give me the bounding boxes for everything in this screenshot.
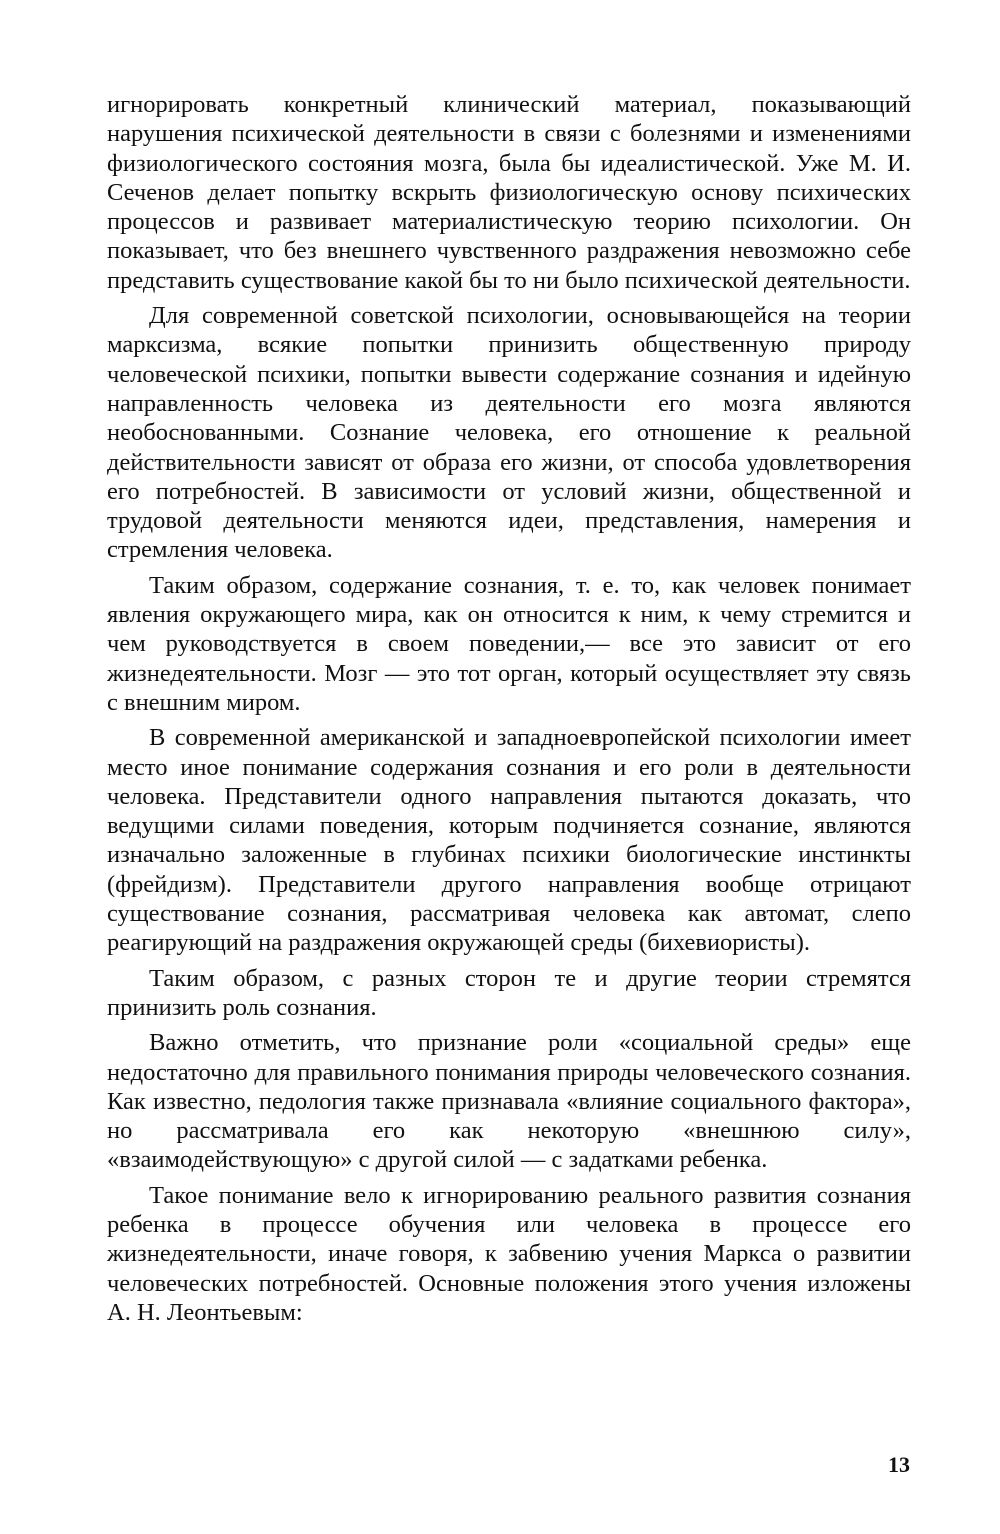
paragraph-1: игнорировать конкретный клинический материал, показывающий нарушения психической деятельности в связи с болезнями и изменениями физиологического состояния мозга, была бы идеалистической. Уже М. И. Сеченов делает попытку вскрыть физиологическую основу психических процессов и развивает материалистическую теорию психологии. Он показывает, что без внешнего чувственного раздражения невозможно себе представить существование какой бы то ни было психической деятельности. <box>107 91 911 294</box>
paragraph-5: Таким образом, с разных сторон те и другие теории стремятся принизить роль сознания. <box>107 964 911 1021</box>
paragraph-4: В современной американской и западноевропейской психологии имеет место иное понимание содержания сознания и его роли в деятельности человека. Представители одного направления пытаются доказать, что ведущими силами поведения, которым подчиняется сознание, являются изначально заложенные в глубинах психики биологические инстинкты (фрейдизм). Представители другого направления вообще отрицают существование сознания, рассматривая человека как автомат, слепо реагирующий на раздражения окружающей среды (бихевиористы). <box>107 724 911 957</box>
paragraph-7: Такое понимание вело к игнорированию реального развития сознания ребенка в процессе обучения или человека в процессе его жизнедеятельности, иначе говоря, к забвению учения Маркса о развитии человеческих потребностей. Основные положения этого учения изложены А. Н. Леонтьевым: <box>107 1181 911 1326</box>
paragraph-3: Таким образом, содержание сознания, т. е. то, как человек понимает явления окружающего мира, как он относится к ним, к чему стремится и чем руководствуется в своем поведении,— все это зависит от его жизнедеятельности. Мозг — это тот орган, который осуществляет эту связь с внешним миром. <box>107 571 911 716</box>
paragraph-6: Важно отметить, что признание роли «социальной среды» еще недостаточно для правильного понимания природы человеческого сознания. Как известно, педология также признавала «влияние социального фактора», но рассматривала его как некоторую «внешнюю силу», «взаимодействующую» с другой силой — с задатками ребенка. <box>107 1029 911 1174</box>
page-number: 13 <box>888 1452 910 1477</box>
paragraph-2: Для современной советской психологии, основывающейся на теории марксизма, всякие попытки принизить общественную природу человеческой психики, попытки вывести содержание сознания и идейную направленность человека из деятельности его мозга являются необоснованными. Сознание человека, его отношение к реальной действительности зависят от образа его жизни, от способа удовлетворения его потребностей. В зависимости от условий жизни, общественной и трудовой деятельности меняются идеи, представления, намерения и стремления человека. <box>107 302 911 564</box>
page-body <box>107 90 911 1333</box>
